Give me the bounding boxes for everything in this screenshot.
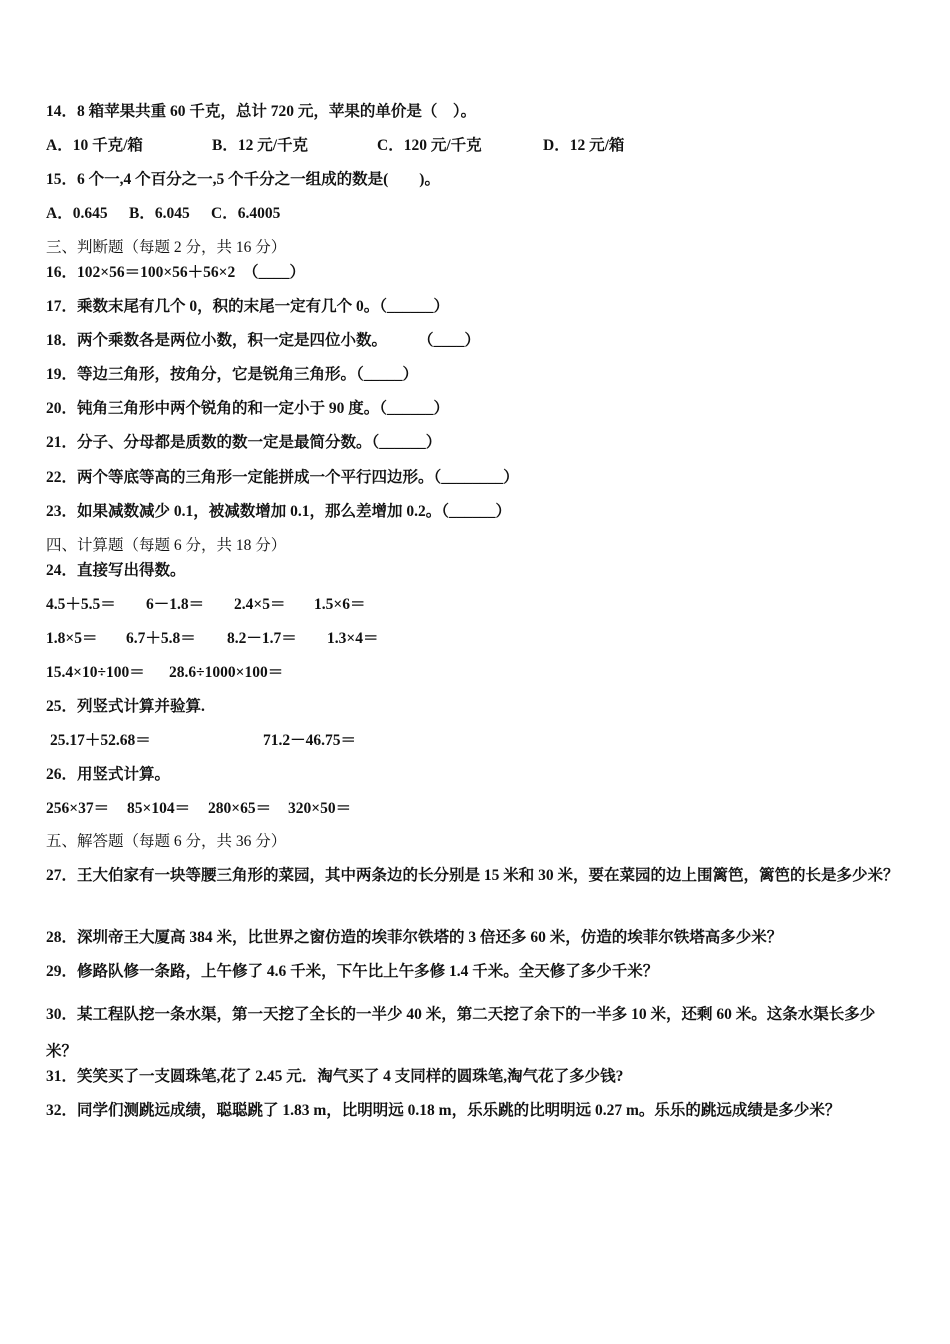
question-25-stem: 25．列竖式计算并验算.: [46, 698, 205, 715]
q14-option-b: B．12 元/千克: [212, 137, 309, 154]
question-15-stem: 15．6 个一,4 个百分之一,5 个千分之一组成的数是( )。: [46, 171, 440, 188]
q15-option-a: A．0.645: [46, 205, 108, 222]
section-3-heading: 三、判断题（每题 2 分，共 16 分）: [46, 239, 287, 256]
section-4-heading: 四、计算题（每题 6 分，共 18 分）: [46, 537, 287, 554]
question-17: 17．乘数末尾有几个 0，积的末尾一定有几个 0。（______）: [46, 298, 450, 315]
q24-item: 15.4×10÷100＝: [46, 664, 145, 681]
question-16: 16．102×56＝100×56＋56×2 （____）: [46, 264, 305, 281]
q26-item: 256×37＝: [46, 800, 110, 817]
q24-item: 6－1.8＝: [146, 596, 205, 613]
question-29: 29．修路队修一条路，上午修了 4.6 千米，下午比上午多修 1.4 千米。全天修了多少千米？: [46, 963, 659, 980]
q15-option-c: C．6.4005: [211, 205, 281, 222]
q24-item: 6.7＋5.8＝: [126, 630, 196, 647]
section-5-heading: 五、解答题（每题 6 分，共 36 分）: [46, 833, 287, 850]
question-32: 32．同学们测跳远成绩，聪聪跳了 1.83 m，比明明远 0.18 m，乐乐跳的比明明远 0.27 m。乐乐的跳远成绩是多少米？: [46, 1102, 841, 1119]
question-22: 22．两个等底等高的三角形一定能拼成一个平行四边形。（________）: [46, 469, 519, 486]
q26-item: 320×50＝: [288, 800, 352, 817]
q24-item: 1.3×4＝: [327, 630, 379, 647]
q14-option-d: D．12 元/箱: [543, 137, 625, 154]
question-30: 30．某工程队挖一条水渠，第一天挖了全长的一半少 40 米，第二天挖了余下的一半多 10 米，还剩 60 米。这条水渠长多少米？: [46, 1006, 876, 1060]
question-18: 18．两个乘数各是两位小数，积一定是四位小数。 （____）: [46, 332, 481, 349]
q24-item: 1.5×6＝: [314, 596, 366, 613]
q26-item: 280×65＝: [208, 800, 272, 817]
question-31: 31．笑笑买了一支圆珠笔,花了 2.45 元．淘气买了 4 支同样的圆珠笔,淘气花了多少钱?: [46, 1068, 624, 1085]
q25-item: 71.2－46.75＝: [263, 732, 357, 749]
question-27: 27．王大伯家有一块等腰三角形的菜园，其中两条边的长分别是 15 米和 30 米，要在菜园的边上围篱笆，篱笆的长是多少米？: [46, 867, 899, 884]
question-14-stem: 14．8 箱苹果共重 60 千克，总计 720 元，苹果的单价是（ ）。: [46, 103, 477, 120]
q26-item: 85×104＝: [127, 800, 191, 817]
question-24-stem: 24．直接写出得数。: [46, 562, 186, 579]
q24-item: 28.6÷1000×100＝: [169, 664, 284, 681]
question-26-stem: 26．用竖式计算。: [46, 766, 171, 783]
q25-item: 25.17＋52.68＝: [50, 732, 151, 749]
q24-item: 4.5＋5.5＝: [46, 596, 116, 613]
q24-item: 1.8×5＝: [46, 630, 98, 647]
question-19: 19．等边三角形，按角分，它是锐角三角形。（_____）: [46, 366, 419, 383]
question-28: 28．深圳帝王大厦高 384 米，比世界之窗仿造的埃菲尔铁塔的 3 倍还多 60 米，仿造的埃菲尔铁塔高多少米？: [46, 929, 783, 946]
question-21: 21．分子、分母都是质数的数一定是最简分数。（______）: [46, 434, 442, 451]
q15-option-b: B．6.045: [129, 205, 190, 222]
question-20: 20．钝角三角形中两个锐角的和一定小于 90 度。（______）: [46, 400, 450, 417]
q14-option-c: C．120 元/千克: [377, 137, 482, 154]
q24-item: 2.4×5＝: [234, 596, 286, 613]
question-23: 23．如果减数减少 0.1，被减数增加 0.1，那么差增加 0.2。（______）: [46, 503, 512, 520]
q14-option-a: A．10 千克/箱: [46, 137, 143, 154]
q24-item: 8.2－1.7＝: [227, 630, 297, 647]
